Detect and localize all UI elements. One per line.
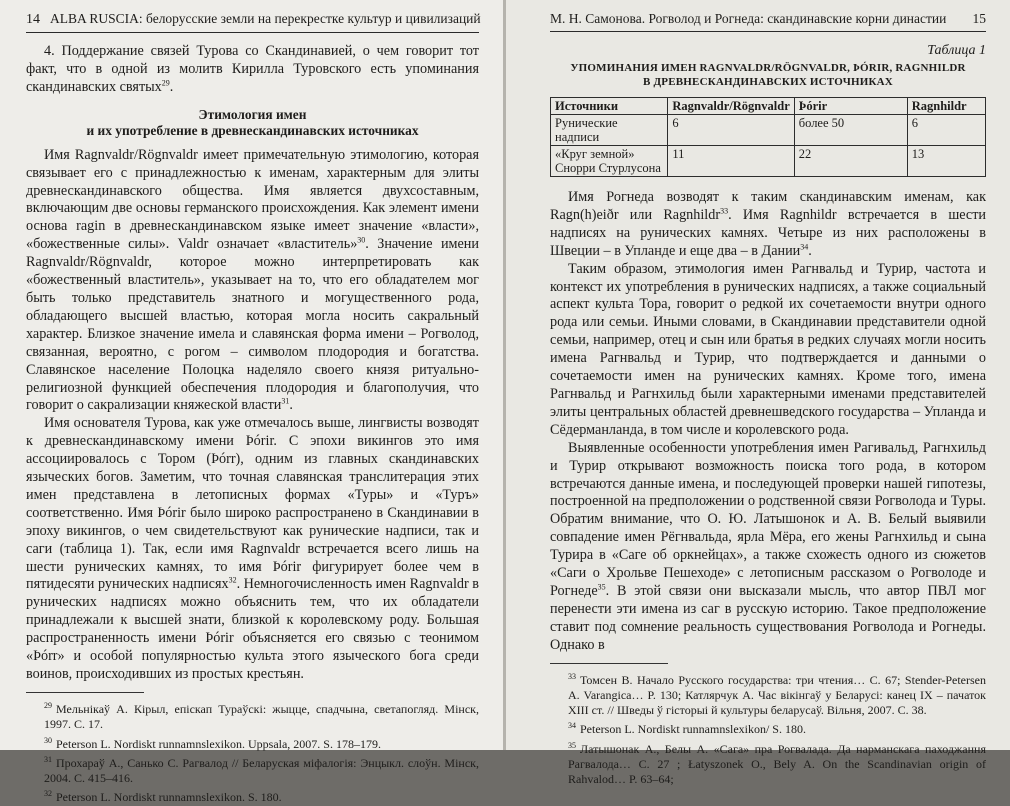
footnote-ref-31: 31	[281, 396, 290, 406]
section-title-line1: Этимология имен	[198, 106, 307, 122]
table-cell: «Круг земной» Снорри Стурлусона	[551, 146, 668, 177]
table-cell: более 50	[794, 115, 907, 146]
footnote	[550, 669, 986, 719]
left-paragraph-1: Имя Ragnvaldr/Rögnvaldr имеет примечательную этимологию, которая связывает его с принадлежностью к именам, характерным для элиты древнескандинавского общества. Имя является двухсоставным, включающим две основы германского происхождения. Как элемент имени основа ragin в древнескандинавском языке имеет значение «власти», «божественные силы». Valdr означает «властитель»$^{30}$. Значение имени Ragnvaldr/Rögnvaldr, которое можно интерпретировать как «божественный властитель», указывает на то, что его обладателем мог быть только представитель знатного и могущественного рода, обладающего высшей властью, которая могла носить сакральный характер. Близкое значение имела и славянская форма имени – Рогволод, связанная, вероятно, с рогом – символом плодородия и богатства. Славянское население Полоцка наделяло своего князя ритуально-религиозной функцией обеспечения плодородия и благополучия, что говорит о сакрализации княжеской власти$^{31}$.	[26, 146, 479, 414]
right-header-rule	[550, 31, 986, 32]
right-page	[506, 0, 1010, 787]
table-title-line1: УПОМИНАНИЯ ИМЕН RAGNVALDR/RÖGNVALDR, ÞÓRIR, RAGNHILDR	[570, 62, 966, 74]
footnote-ref-34: 34	[800, 241, 809, 251]
left-running-head: ALBA RUSCIA: белорусские земли на перекрестке культур и цивилизаций	[50, 11, 481, 26]
section-title	[26, 107, 479, 139]
section-title-line2: и их употребление в древнескандинавских источниках	[86, 122, 419, 138]
footnote-text: Peterson L. Nordiskt runnamnslexikon/ S. 180.	[580, 722, 806, 737]
footnote-text: Прохараў А., Санько С. Рагвалод // Беларуская міфалогія: Энцыкл. слоўн. Мінск, 2004. С. 415–416.	[44, 755, 479, 786]
names-table	[550, 97, 986, 177]
footnote	[550, 718, 986, 737]
right-page-number: 15	[972, 11, 986, 26]
table-title-line2: В ДРЕВНЕСКАНДИНАВСКИХ ИСТОЧНИКАХ	[643, 76, 893, 88]
intro-paragraph: 4. Поддержание связей Турова со Скандинавией, о чем говорит тот факт, что в одной из молитв Кирилла Туровского есть упоминания скандинавских святых$^{29}$.	[26, 43, 479, 95]
left-para2-cont: . Немногочисленность имен Ragnvaldr в рунических надписях можно объяснить тем, что их обладатели принадлежали к высшей знати, близкой к королевскому роду. Большая распространенность имени Þórir объясняется его связью с теонимом «Þórr» и особой популярностью культа этого языческого бога среди воинов, происходивших из простых крестьян.	[26, 576, 479, 682]
footnote-text: Латышонак А., Белы А. «Сага» пра Рогвалада. Да нарманскага паходжання Рагвалода… С. 27 ; Łatyszonek O., Bely A. On the Scandinavian origin of Rahvalod… P. 63–64;	[568, 741, 986, 787]
left-para1-cont: . Значение имени Ragnvaldr/Rögnvaldr, которое можно интерпретировать как «божественный властитель», указывает на то, что его обладателем мог быть только представитель знатного и могущественного рода, обладающего высшей властью, которая могла носить сакральный характер. Близкое значение имела и славянская форма имени – Рогволод, связанная, вероятно, с рогом – символом плодородия и богатства. Славянское население Полоцка наделяло своего князя ритуально-религиозной функцией обеспечения плодородия и благополучия, что говорит о сакрализации княжеской власти	[26, 236, 479, 414]
table-header: Источники	[551, 98, 668, 115]
table-cell: Рунические надписи	[551, 115, 668, 146]
table-header: Ragnvaldr/Rögnvaldr	[668, 98, 794, 115]
table-header: Þórir	[794, 98, 907, 115]
footnote-ref-33: 33	[720, 206, 729, 216]
footnote-text: Томсен В. Начало Русского государства: три чтения… С. 67; Stender-Petersen A. Varangica… P. 130; Катлярчук А. Час вікінгаў у Беларусі: канец IX – пачаток XIII ст. // Шведы ў гісторыі й культуры беларусаў. Вільня, 2007. С. 38.	[568, 672, 986, 718]
footnote	[26, 698, 479, 733]
footnote	[26, 786, 479, 805]
footnote-text: Peterson L. Nordiskt runnamnslexikon. S. 180.	[56, 790, 282, 805]
right-footnotes	[550, 669, 986, 788]
table-cell: 22	[794, 146, 907, 177]
table-cell: 6	[907, 115, 985, 146]
table-label: Таблица 1	[927, 43, 986, 58]
table-row	[551, 115, 986, 146]
table-cell: 13	[907, 146, 985, 177]
table-row	[551, 146, 986, 177]
footnote-ref-29: 29	[161, 78, 170, 88]
right-paragraph-3	[550, 440, 986, 655]
footnote-ref-32: 32	[228, 575, 237, 585]
right-para1-text: Имя Рогнеда возводят к таким скандинавским именам, как Ragn(h)eiðr или Ragnhildr	[550, 189, 986, 223]
footnote-text: Peterson L. Nordiskt runnamnslexikon. Uppsala, 2007. S. 178–179.	[56, 736, 381, 751]
footnote-number: 32	[44, 789, 52, 799]
right-para3-cont: . В этой связи они высказали мысль, что автор ПВЛ мог перенести эти имена из саг в русскую историю. Такое предположение ставит под сомнение реальность существования Рогволода и Рогнеды. Однако в	[550, 582, 986, 653]
footnote	[550, 738, 986, 788]
footnote	[26, 752, 479, 787]
left-header-rule	[26, 32, 479, 33]
left-footnote-rule	[26, 692, 144, 693]
left-running-header	[26, 10, 479, 29]
footnote-ref-35: 35	[597, 582, 606, 592]
footnote-number: 33	[568, 671, 576, 681]
left-page-number: 14	[26, 12, 40, 27]
footnote-number: 35	[568, 740, 576, 750]
footnote	[26, 733, 479, 752]
table-cell: 6	[668, 115, 794, 146]
table-cell: 11	[668, 146, 794, 177]
left-footnotes	[26, 698, 479, 806]
left-paragraph-2	[26, 415, 479, 684]
left-para2-text: Имя основателя Турова, как уже отмечалось выше, лингвисты возводят к древнескандинавскому имени Þórir. С эпохи викингов это имя ассоциировалось с Тором (Þórr), одним из главных скандинавских языческих богов. Заметим, что точная славянская транслитерация этих имен представлена в летописных формах «Туры» и «Туръ» соответственно. Имя Þórir было широко распространено в Скандинавии в эпоху викингов, о чем свидетельствуют как рунические надписи, так и саги (таблица 1). Так, если имя Ragnvaldr встречается всего лишь на шести рунических камнях, то имя Þórir фигурирует более чем в пятидесяти рунических надписях	[26, 415, 479, 593]
right-running-header	[550, 10, 986, 28]
footnote-number: 31	[44, 754, 52, 764]
table-header-row	[551, 98, 986, 115]
right-footnote-rule	[550, 663, 668, 664]
right-para3-text: Выявленные особенности употребления имен Рагивальд, Рагнхильд и Турир открывают возможность поиска того рода, в котором встречаются данные имена, и последующей проверки нашей гипотезы, построенной на предположении о родственной связи Рогволода и Туры. Обратим внимание, что О. Ю. Латышонок и А. В. Белый выявили совпадение имен Рёгнвальда, ярла Мёра, его жены Рагнхильд и сына Турира в «Саге об оркнейцах», а также схожесть одного из сюжетов «Саги о Хрольве Пешеходе» с летописным рассказом о Рогволоде и Рогнеде	[550, 439, 986, 599]
table-title	[550, 61, 986, 89]
right-paragraph-1: Имя Рогнеда возводят к таким скандинавским именам, как Ragn(h)eiðr или Ragnhildr$^{33}$. Имя Ragnhildr встречается в шести надписях на рунических камнях. Четыре из них расположены в Швеции – в Упланде и еще два – в Дании$^{34}$.	[550, 189, 987, 259]
footnote-number: 30	[44, 735, 52, 745]
footnote-text: Мельнікаў А. Кірыл, епіскап Тураўскі: жыцце, спадчына, светапогляд. Мінск, 1997. С. 17.	[44, 701, 479, 732]
right-para1-cont: . Имя Ragnhildr встречается в шести надписях на рунических камнях. Четыре из них расположены в Швеции – в Упланде и еще два – в Дании	[550, 206, 987, 259]
right-running-head: М. Н. Самонова. Рогволод и Рогнеда: скандинавские корни династии	[550, 11, 947, 26]
left-page	[0, 0, 503, 805]
intro-text: 4. Поддержание связей Турова со Скандинавией, о чем говорит тот факт, что в одной из молитв Кирилла Туровского есть упоминания скандинавских святых	[26, 43, 479, 95]
right-paragraph-2: Таким образом, этимология имен Рагнвальд и Турир, частота и контекст их употребления в рунических надписях, а также социальный аспект культа Тора, говорит о редкой их сочетаемости внутри одного рода или семьи. Иными словами, в Скандинавии представители одной семьи, например, отец и сын или братья в редких случаях могли носить имена Рагнвальд и Турир, что подтверждается и данными о сочетаемости имен на рунических камнях. Кроме того, имена Рагнвальд и Рагнхильд были характерными именами представителей элиты центральных областей древнешведского государства – Упланда и Сёдерманланда, в том числе и королевского рода.	[550, 260, 986, 438]
footnote-ref-30: 30	[357, 235, 366, 245]
table-header: Ragnhildr	[907, 98, 985, 115]
footnote-number: 29	[44, 700, 52, 710]
left-para1-text: Имя Ragnvaldr/Rögnvaldr имеет примечательную этимологию, которая связывает его с принадлежностью к именам, характерным для элиты древнескандинавского общества. Имя является двухсоставным, включающим две основы германского происхождения. Как элемент имени основа ragin в древнескандинавском языке имеет значение «власти», «божественные силы». Valdr означает «властитель»	[26, 146, 479, 253]
footnote-number: 34	[568, 721, 576, 731]
